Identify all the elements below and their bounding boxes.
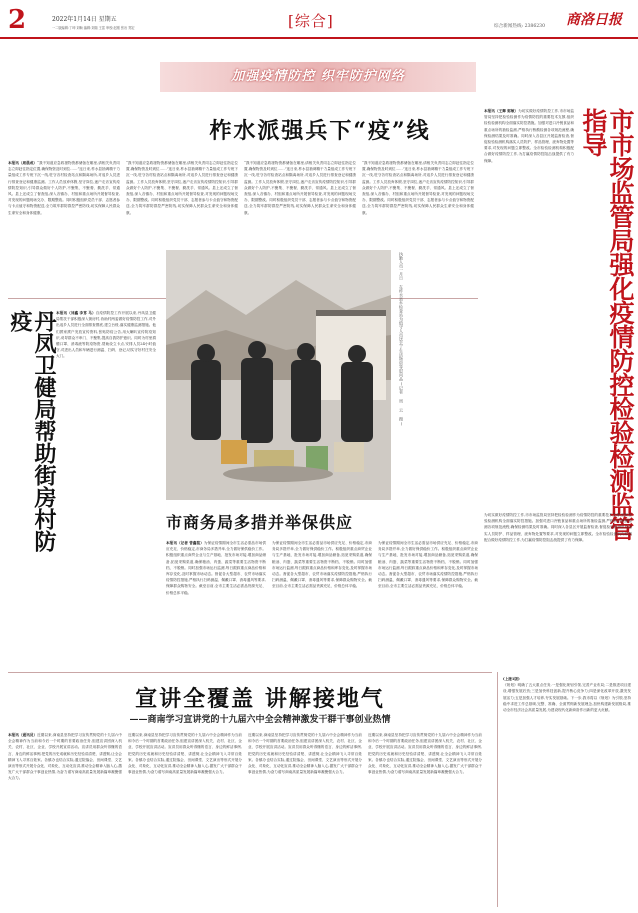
story1-headline: 柞水派强兵下“疫”线: [209, 118, 431, 144]
sidebar-col: [503, 676, 631, 906]
story1-body: “我不知道应急救援物资都储备在哪里,请相关负责同志立即赶往指定位置,确保物资及时到位……”连日来,柞水县抽调精干力量组成工作专班下沉一线,驻守各村检查站点和隔离场所,对返乡人员进行排查登记和健康监测。工作人员放弃休假,坚守岗位,逐户走访宣传疫情防控知识,引导群众做好个人防护,不聚集、不聚餐、勤洗手、常通风。县上还成立了督查组,深入各镇办、村组和重点场所开展督导检查,对发现的问题现场交办、限期整改。同时积极组织党员干部、志愿者参与卡点值守和物资配送,全力筑牢群防群控严密防线,切实保障人民群众生命安全和身体健康。: [8, 161, 120, 215]
story5-col-4: [368, 732, 482, 907]
news-photo: [166, 250, 391, 500]
sidebar-body: 《规划》明确了五大重点任务,一是强化规划引领,完善产业布局;二是推进项目建设,增强发展后劲;三是加快科技创新,提升核心竞争力;四是深化改革开放,激发发展活力;五是加强人才培养,夯实发展基础。下一步,我市将以《规划》为引领,坚持稳中求进工作总基调,完整、准确、全面贯彻新发展理念,加快构建新发展格局,推动全市经济社会高质量发展,为建设现代化新商洛作出新的更大贡献。: [503, 683, 631, 713]
photo-scene-icon: [166, 250, 391, 500]
banner-text: 加强疫情防控 织牢防护网络: [231, 69, 405, 84]
story5-subhead: ——商南学习宣讲党的十九届六中全会精神激发干群干事创业热情: [129, 715, 391, 725]
story3-col-1: [166, 540, 266, 655]
sidebar-divider: [497, 672, 498, 907]
story4-body-cont: 为切实做好疫情防控工作,市市场监管局坚持把检验检测作为疫情防控的重要技术支撑,组织检验检测机构全面落实防控措施。加强对进口冷链食品和重点场所的抽检监测,严格执行核酸检测各项规范流程,确保检测结果及时准确。同时深入各县区开展监督检查,督促检验检测机构落实人员防护、样品管理、废弃物处置等要求,对发现的问题立即整改。全市检验检测机构积极配合做好疫情防控工作,为打赢疫情防控阻击战提供了有力保障。: [484, 513, 632, 542]
hotline: 综合新闻热线: 2386230: [494, 24, 546, 29]
story5-body-cont: 近期以来,商南县坚持把学习宣传贯彻党的十九届六中全会精神作为当前和今后一个时期的首要政治任务,组建宣讲团深入机关、农村、社区、企业、学校开展宣讲活动。宣讲员用群众听得懂的语言、身边的鲜活事例,把党的历史成就和历史经验讲清楚、讲透彻,让全会精神飞入寻常百姓家。各镇办也结合实际,通过院落会、田间课堂、文艺演出等形式开展分众化、对象化、互动化宣讲,推动全会精神入脑入心,激发广大干部群众干事创业热情,为奋力谱写商南高质量发展新篇章凝聚强大合力。: [128, 733, 242, 775]
story4-col: [484, 108, 574, 508]
story3-byline: 本报讯（记者 曾鑫铭）: [166, 541, 204, 545]
story4-col-2: [484, 512, 632, 662]
story2-col: [56, 310, 156, 560]
story2-headline: 丹凤卫健局帮助街房村防疫: [7, 310, 57, 552]
story3-headline: 市商务局多措并举保供应: [166, 513, 354, 532]
story4-byline: 本报讯（王卿 郭敏）: [484, 109, 519, 113]
story2-body: 自疫情防控工作开展以来,丹凤县卫健局帮扶干部积极深入街房村,协助村两委做好疫情防控工作,对外出返乡人员进行全面排查摸底,建立台账,落实健康监测措施。他们挨家挨户发放宣传资料,张贴防疫公告,用大喇叭宣传防疫知识,劝导群众不串门、不聚集,提高自我防护意识。同时为村里捐赠口罩、消毒液等防疫物资,帮助设立卡点,安排人员24小时值守,对进出人员和车辆进行测温、扫码、登记,切实守好村庄安全大门。: [56, 311, 156, 359]
issue-date: 2022年1月14日 星期五: [52, 16, 117, 23]
story1-body-cont-2: “我不知道应急救援物资都储备在哪里,请相关负责同志立即赶往指定位置,确保物资及时到位……”连日来,柞水县抽调精干力量组成工作专班下沉一线,驻守各村检查站点和隔离场所,对返乡人员进行排查登记和健康监测。工作人员放弃休假,坚守岗位,逐户走访宣传疫情防控知识,引导群众做好个人防护,不聚集、不聚餐、勤洗手、常通风。县上还成立了督查组,深入各镇办、村组和重点场所开展督导检查,对发现的问题现场交办、限期整改。同时积极组织党员干部、志愿者参与卡点值守和物资配送,全力筑牢群防群控严密防线,切实保障人民群众生命安全和身体健康。: [244, 161, 356, 215]
story1-body-cont: “我不知道应急救援物资都储备在哪里,请相关负责同志立即赶往指定位置,确保物资及时到位……”连日来,柞水县抽调精干力量组成工作专班下沉一线,驻守各村检查站点和隔离场所,对返乡人员进行排查登记和健康监测。工作人员放弃休假,坚守岗位,逐户走访宣传疫情防控知识,引导群众做好个人防护,不聚集、不聚餐、勤洗手、常通风。县上还成立了督查组,深入各镇办、村组和重点场所开展督导检查,对发现的问题现场交办、限期整改。同时积极组织党员干部、志愿者参与卡点值守和物资配送,全力筑牢群防群控严密防线,切实保障人民群众生命安全和身体健康。: [126, 161, 238, 215]
story5-col-1: [8, 732, 122, 907]
paper-name: 商洛日报: [566, 12, 622, 28]
story1-body-cont-3: “我不知道应急救援物资都储备在哪里,请相关负责同志立即赶往指定位置,确保物资及时到位……”连日来,柞水县抽调精干力量组成工作专班下沉一线,驻守各村检查站点和隔离场所,对返乡人员进行排查登记和健康监测。工作人员放弃休假,坚守岗位,逐户走访宣传疫情防控知识,引导群众做好个人防护,不聚集、不聚餐、勤洗手、常通风。县上还成立了督查组,深入各镇办、村组和重点场所开展督导检查,对发现的问题现场交办、限期整改。同时积极组织党员干部、志愿者参与卡点值守和物资配送,全力筑牢群防群控严密防线,切实保障人民群众生命安全和身体健康。: [362, 161, 474, 215]
story3-body-cont-2: 为保证疫情期间全市生活必需品市场供应充足、价格稳定,市商务局多措并举,全力做好保供稳价工作。积极组织重点商贸企业与生产基地、批发市场对接,增加商品储备,拓宽采购渠道,确保粮油、肉蛋、蔬菜等重要生活物资不断档、不脱销。同时加强市场运行监测,每日跟踪重点商品价格和库存变化,及时掌握市场动态。督促各大型超市、农贸市场落实疫情防控措施,严格执行扫码测温、佩戴口罩、消毒通风等要求,保障群众购物安全。截至目前,全市主要生活必需品货源充足、价格总体平稳。: [378, 541, 478, 589]
story5-body: 近期以来,商南县坚持把学习宣传贯彻党的十九届六中全会精神作为当前和今后一个时期的首要政治任务,组建宣讲团深入机关、农村、社区、企业、学校开展宣讲活动。宣讲员用群众听得懂的语言、身边的鲜活事例,把党的历史成就和历史经验讲清楚、讲透彻,让全会精神飞入寻常百姓家。各镇办也结合实际,通过院落会、田间课堂、文艺演出等形式开展分众化、对象化、互动化宣讲,推动全会精神入脑入心,激发广大干部群众干事创业热情,为奋力谱写商南高质量发展新篇章凝聚强大合力。: [8, 733, 122, 781]
photo-caption: 执勤人员一月日 在柞水县乡检查站为值守人员送去了生活物资等慰问品(记者 周 云 摄): [399, 252, 404, 426]
story5-headline: 宣讲全覆盖 讲解接地气: [135, 686, 385, 712]
divider-main: [8, 672, 492, 673]
story5-body-cont-2: 近期以来,商南县坚持把学习宣传贯彻党的十九届六中全会精神作为当前和今后一个时期的首要政治任务,组建宣讲团深入机关、农村、社区、企业、学校开展宣讲活动。宣讲员用群众听得懂的语言、身边的鲜活事例,把党的历史成就和历史经验讲清楚、讲透彻,让全会精神飞入寻常百姓家。各镇办也结合实际,通过院落会、田间课堂、文艺演出等形式开展分众化、对象化、互动化宣讲,推动全会精神入脑入心,激发广大干部群众干事创业热情,为奋力谱写商南高质量发展新篇章凝聚强大合力。: [248, 733, 362, 775]
story4-headline: 市市场监管局强化疫情防控检验检测监管指导: [579, 108, 635, 540]
story3-col-3: [378, 540, 478, 655]
banner: [160, 62, 476, 92]
story1-byline: 本报讯（周晨成）: [8, 161, 38, 165]
story5-col-2: [128, 732, 242, 907]
story4-body: 为切实做好疫情防控工作,市市场监管局坚持把检验检测作为疫情防控的重要技术支撑,组织检验检测机构全面落实防控措施。加强对进口冷链食品和重点场所的抽检监测,严格执行核酸检测各项规范流程,确保检测结果及时准确。同时深入各县区开展监督检查,督促检验检测机构落实人员防护、样品管理、废弃物处置等要求,对发现的问题立即整改。全市检验检测机构积极配合做好疫情防控工作,为打赢疫情防控阻击战提供了有力保障。: [484, 109, 574, 163]
story5-byline: 本报讯（通讯员）: [8, 733, 38, 737]
story3-body-cont: 为保证疫情期间全市生活必需品市场供应充足、价格稳定,市商务局多措并举,全力做好保供稳价工作。积极组织重点商贸企业与生产基地、批发市场对接,增加商品储备,拓宽采购渠道,确保粮油、肉蛋、蔬菜等重要生活物资不断档、不脱销。同时加强市场运行监测,每日跟踪重点商品价格和库存变化,及时掌握市场动态。督促各大型超市、农贸市场落实疫情防控措施,严格执行扫码测温、佩戴口罩、消毒通风等要求,保障群众购物安全。截至目前,全市主要生活必需品货源充足、价格总体平稳。: [272, 541, 372, 589]
page-number: 2: [8, 5, 27, 35]
story3-body: 为保证疫情期间全市生活必需品市场供应充足、价格稳定,市商务局多措并举,全力做好保供稳价工作。积极组织重点商贸企业与生产基地、批发市场对接,增加商品储备,拓宽采购渠道,确保粮油、肉蛋、蔬菜等重要生活物资不断档、不脱销。同时加强市场运行监测,每日跟踪重点商品价格和库存变化,及时掌握市场动态。督促各大型超市、农贸市场落实疫情防控措施,严格执行扫码测温、佩戴口罩、消毒通风等要求,保障群众购物安全。截至目前,全市主要生活必需品货源充足、价格总体平稳。: [166, 541, 266, 595]
story2-byline: 本报讯（刘鑫 李茸 马）: [56, 311, 96, 315]
story5-col-3: [248, 732, 362, 907]
section-tag: [综合]: [288, 12, 334, 30]
editor-line: 一二版编辑:丁坤 刘畅 编辑:刘瑞 王富 审校:赵刚 张岩 郑宏: [52, 26, 135, 30]
sidebar-label: (上接1版): [503, 677, 520, 681]
story1-col-1: [8, 160, 120, 290]
story3-col-2: [272, 540, 372, 655]
masthead-rule: [0, 37, 638, 39]
story5-body-cont-3: 近期以来,商南县坚持把学习宣传贯彻党的十九届六中全会精神作为当前和今后一个时期的首要政治任务,组建宣讲团深入机关、农村、社区、企业、学校开展宣讲活动。宣讲员用群众听得懂的语言、身边的鲜活事例,把党的历史成就和历史经验讲清楚、讲透彻,让全会精神飞入寻常百姓家。各镇办也结合实际,通过院落会、田间课堂、文艺演出等形式开展分众化、对象化、互动化宣讲,推动全会精神入脑入心,激发广大干部群众干事创业热情,为奋力谱写商南高质量发展新篇章凝聚强大合力。: [368, 733, 482, 775]
